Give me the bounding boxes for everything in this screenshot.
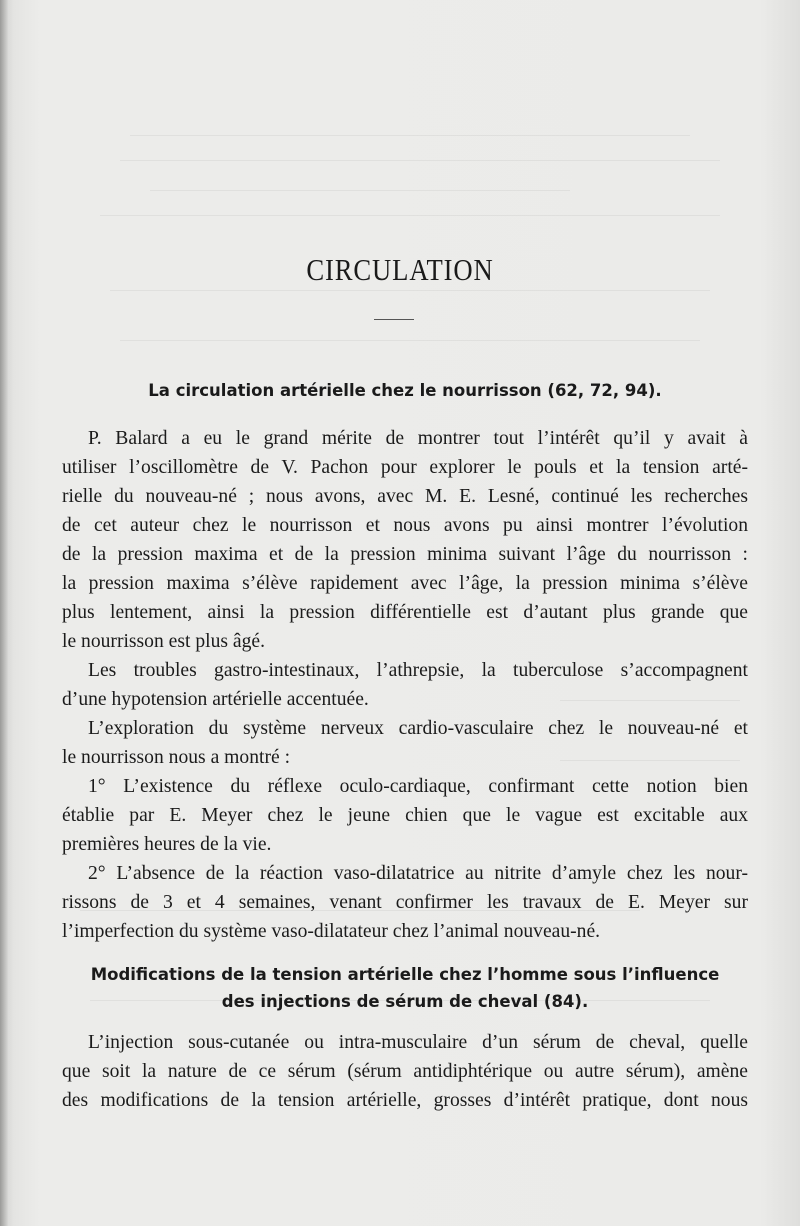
text-line: que soit la nature de ce sérum (sérum antidiphtérique ou autre sérum), amène [62,1061,748,1082]
title-divider [374,319,414,320]
text-line: L’exploration du système nerveux cardio-vasculaire chez le nouveau-né et [88,718,748,739]
section-body-serum [62,1028,748,1115]
text-line: rissons de 3 et 4 semaines, venant confirmer les travaux de E. Meyer sur [62,892,748,913]
section-body-circulation [62,424,748,946]
text-line: des modifications de la tension artérielle, grosses d’intérêt pratique, dont nous [62,1090,748,1111]
text-line: plus lentement, ainsi la pression différentielle est d’autant plus grande que [62,602,748,623]
text-line: de cet auteur chez le nourrisson et nous avons pu ainsi montrer l’évolution [62,515,748,536]
text-line: Les troubles gastro-intestinaux, l’athrepsie, la tuberculose s’accompagnent [88,660,748,681]
section-heading-serum [60,965,750,1019]
text-line: utiliser l’oscillomètre de V. Pachon pour explorer le pouls et la tension arté- [62,457,748,478]
text-line: premières heures de la vie. [62,834,272,855]
text-line: rielle du nouveau-né ; nous avons, avec M. E. Lesné, continué les recherches [62,486,748,507]
text-line: P. Balard a eu le grand mérite de montrer tout l’intérêt qu’il y avait à [88,428,748,449]
text-line: la pression maxima s’élève rapidement avec l’âge, la pression minima s’élève [62,573,748,594]
text-line: 1° L’existence du réflexe oculo-cardiaque, confirmant cette notion bien [88,776,748,797]
section-heading-circulation: La circulation artérielle chez le nourrisson (62, 72, 94). [148,381,662,400]
heading-line: Modifications de la tension artérielle chez l’homme sous l’influence [90,965,720,984]
text-line: L’injection sous-cutanée ou intra-musculaire d’un sérum de cheval, quelle [88,1032,748,1053]
text-line: l’imperfection du système vaso-dilatateur chez l’animal nouveau-né. [62,921,601,942]
text-line: d’une hypotension artérielle accentuée. [62,689,369,710]
text-line: le nourrisson nous a montré : [62,747,291,768]
text-line: le nourrisson est plus âgé. [62,631,265,652]
text-line: 2° L’absence de la réaction vaso-dilatatrice au nitrite d’amyle chez les nour- [88,863,748,884]
text-line: établie par E. Meyer chez le jeune chien que le vague est excitable aux [62,805,748,826]
heading-line: des injections de sérum de cheval (84). [221,992,589,1011]
page-binding-edge [0,0,8,1226]
page-title: CIRCULATION [306,252,494,287]
text-line: de la pression maxima et de la pression minima suivant l’âge du nourrisson : [62,544,748,565]
